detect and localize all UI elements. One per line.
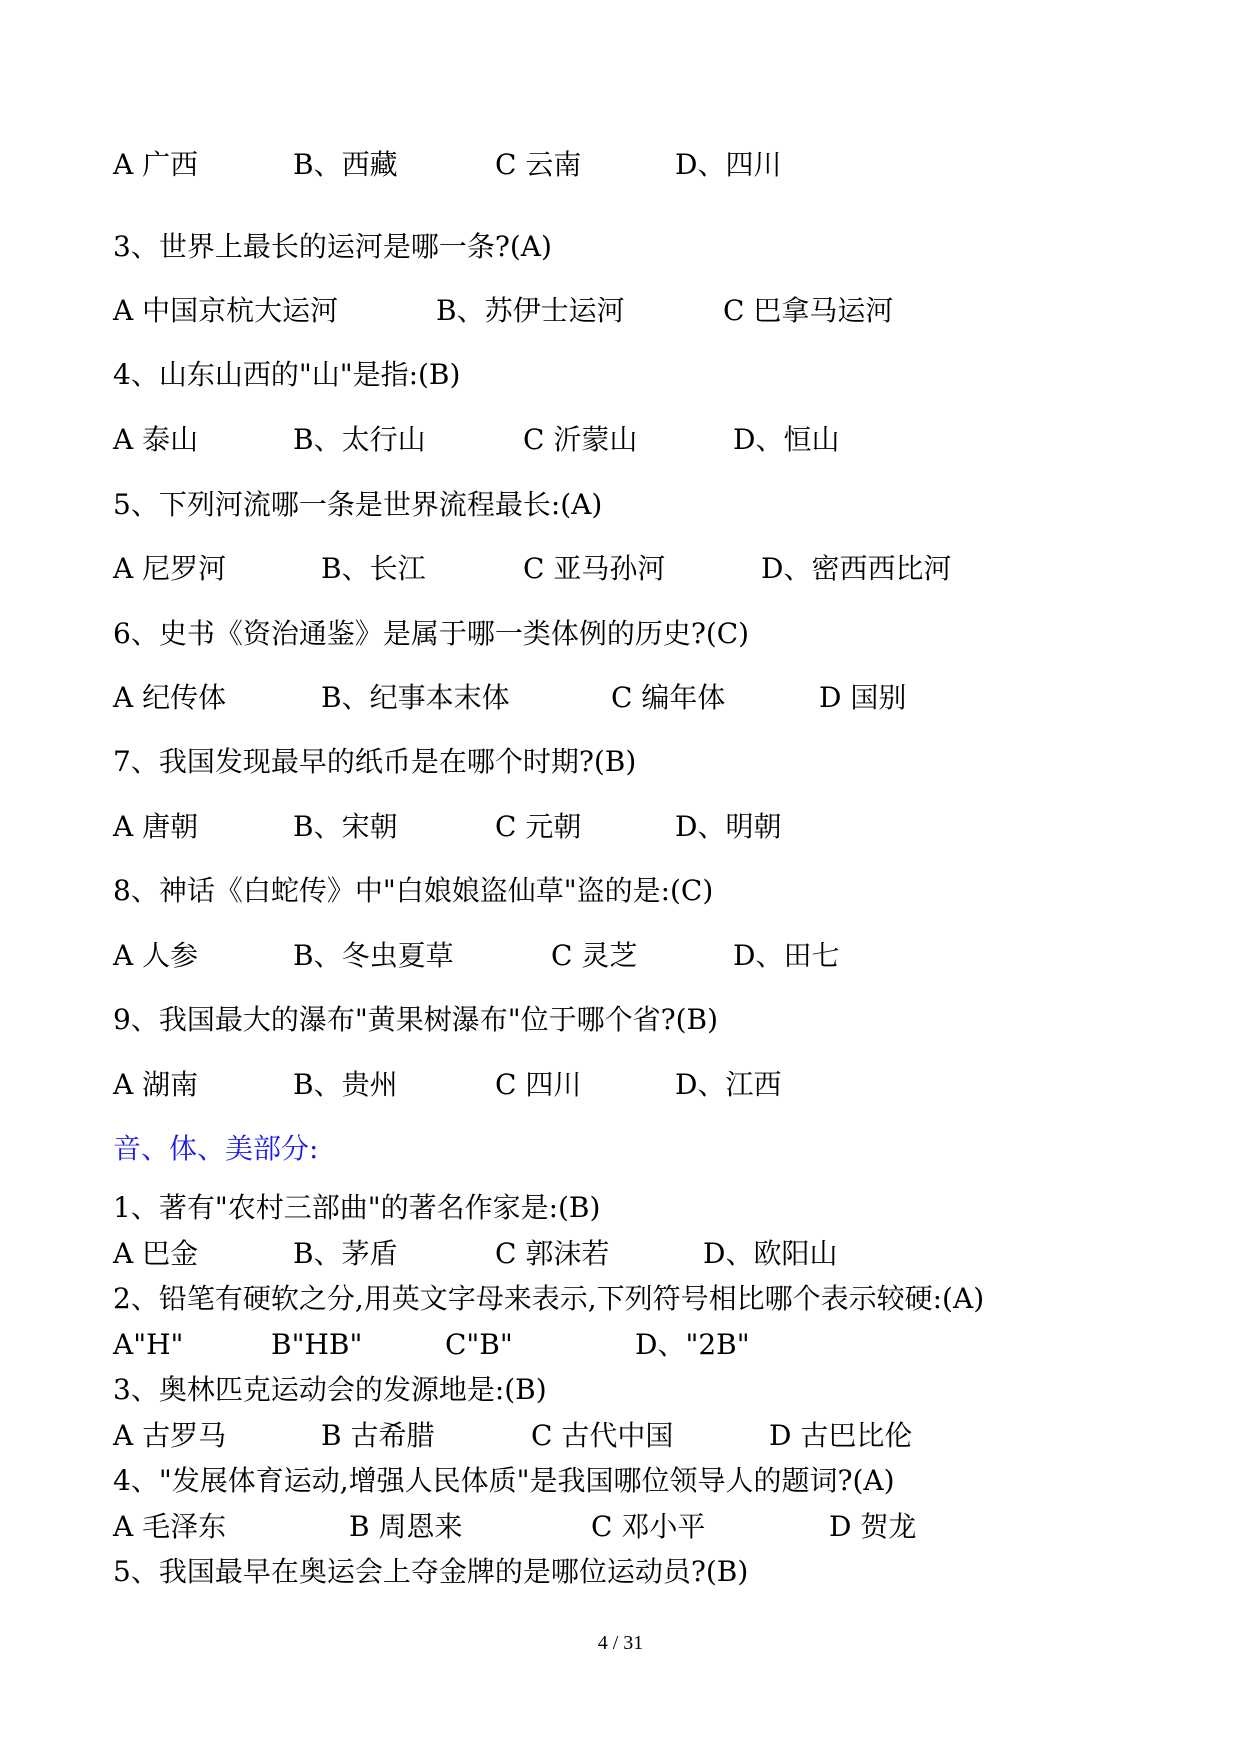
option: B、苏伊士运河	[436, 294, 625, 327]
option: C 邓小平	[591, 1510, 706, 1543]
option: D、明朝	[675, 810, 782, 843]
option: D、欧阳山	[703, 1237, 838, 1270]
option: B"HB"	[271, 1328, 363, 1361]
question: 5、我国最早在奥运会上夺金牌的是哪位运动员?(B)	[113, 1555, 749, 1588]
option: B、太行山	[293, 423, 426, 456]
question: 8、神话《白蛇传》中"白娘娘盗仙草"盗的是:(C)	[113, 874, 714, 907]
option: C"B"	[445, 1328, 513, 1361]
option: A 尼罗河	[113, 552, 227, 585]
option: D 贺龙	[829, 1510, 917, 1543]
option: D、"2B"	[635, 1328, 750, 1361]
option: C 亚马孙河	[523, 552, 666, 585]
option: A 人参	[113, 939, 199, 972]
option: A 唐朝	[113, 810, 199, 843]
option: B、宋朝	[293, 810, 398, 843]
option: A 纪传体	[113, 681, 227, 714]
question: 3、奥林匹克运动会的发源地是:(B)	[113, 1373, 547, 1406]
option: C 古代中国	[531, 1419, 674, 1452]
option: B、贵州	[293, 1068, 398, 1101]
question: 4、山东山西的"山"是指:(B)	[113, 358, 461, 391]
option: A"H"	[113, 1328, 184, 1361]
question: 3、世界上最长的运河是哪一条?(A)	[113, 230, 552, 263]
option: C 四川	[495, 1068, 582, 1101]
question: 5、下列河流哪一条是世界流程最长:(A)	[113, 488, 603, 521]
option: B、西藏	[293, 148, 398, 181]
option: B、冬虫夏草	[293, 939, 454, 972]
option: D、四川	[675, 148, 782, 181]
option: A 泰山	[113, 423, 199, 456]
section-heading: 音、体、美部分:	[113, 1132, 319, 1165]
question: 7、我国发现最早的纸币是在哪个时期?(B)	[113, 745, 637, 778]
option: C 元朝	[495, 810, 582, 843]
option: C 编年体	[611, 681, 726, 714]
question: 6、史书《资治通鉴》是属于哪一类体例的历史?(C)	[113, 617, 750, 650]
option: A 古罗马	[113, 1419, 227, 1452]
option: D、江西	[675, 1068, 782, 1101]
option: A 中国京杭大运河	[113, 294, 339, 327]
option: C 云南	[495, 148, 582, 181]
option: B、长江	[321, 552, 426, 585]
option: B、茅盾	[293, 1237, 398, 1270]
question: 1、著有"农村三部曲"的著名作家是:(B)	[113, 1191, 601, 1224]
page-number: 4 / 31	[597, 1632, 644, 1654]
option: C 沂蒙山	[523, 423, 638, 456]
option: C 巴拿马运河	[723, 294, 894, 327]
option: D 国别	[819, 681, 907, 714]
option: A 湖南	[113, 1068, 199, 1101]
option: D 古巴比伦	[769, 1419, 913, 1452]
option: A 巴金	[113, 1237, 199, 1270]
option: D、恒山	[733, 423, 840, 456]
option: B 周恩来	[349, 1510, 463, 1543]
option: B、纪事本末体	[321, 681, 510, 714]
question: 4、"发展体育运动,增强人民体质"是我国哪位领导人的题词?(A)	[113, 1464, 895, 1497]
option: D、田七	[733, 939, 840, 972]
option: C 灵芝	[551, 939, 638, 972]
question: 2、铅笔有硬软之分,用英文字母来表示,下列符号相比哪个表示较硬:(A)	[113, 1282, 985, 1315]
option: D、密西西比河	[761, 552, 952, 585]
option: B 古希腊	[321, 1419, 435, 1452]
option: A 毛泽东	[113, 1510, 227, 1543]
option: A 广西	[113, 148, 199, 181]
option: C 郭沫若	[495, 1237, 610, 1270]
question: 9、我国最大的瀑布"黄果树瀑布"位于哪个省?(B)	[113, 1003, 719, 1036]
